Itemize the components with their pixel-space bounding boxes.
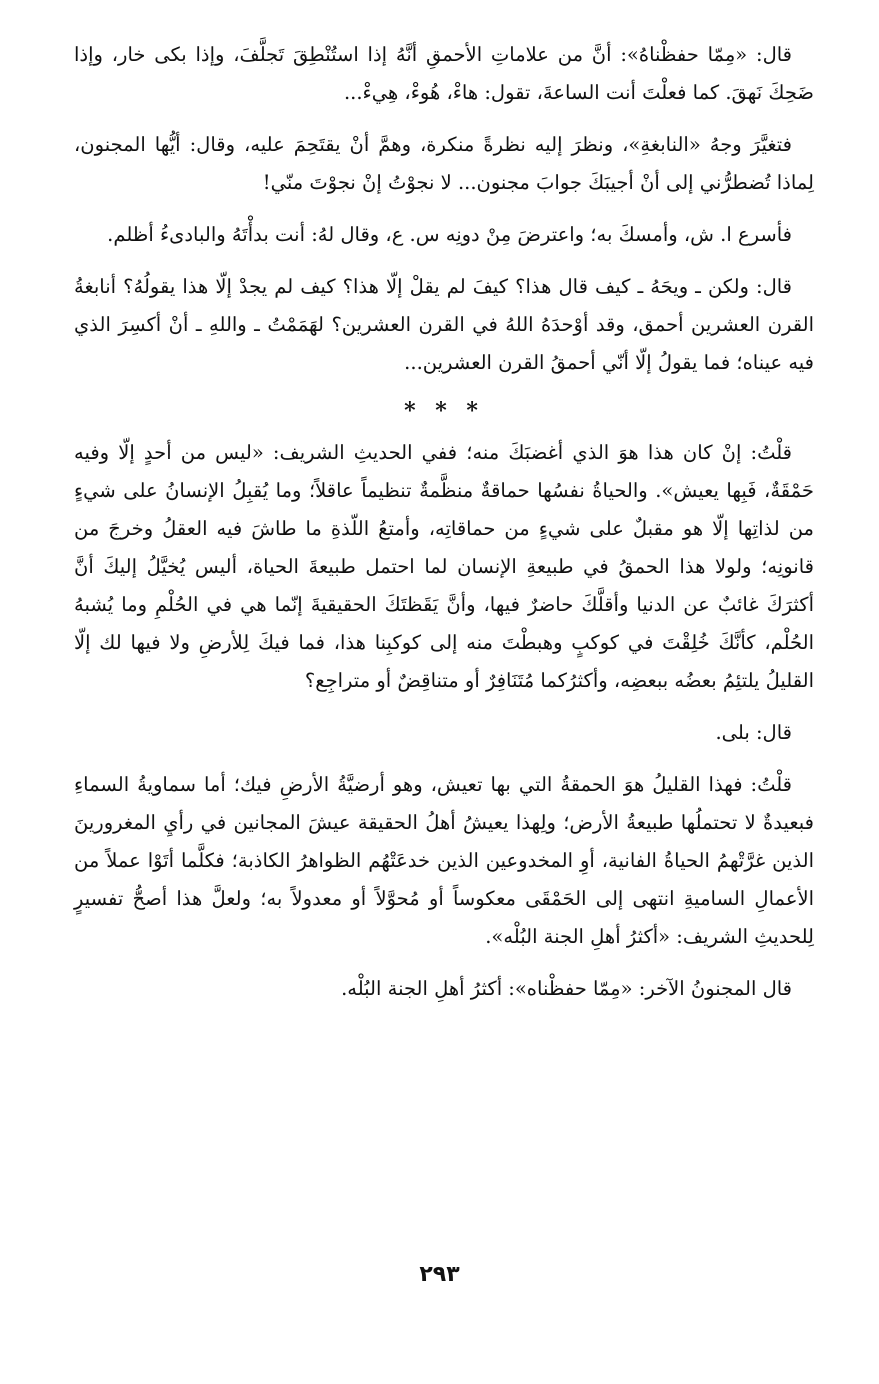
paragraph-6: قال: بلى. bbox=[715, 721, 792, 744]
paragraph-2: فتغيَّرَ وجهُ «النابغةِ»، ونظرَ إليه نظرةً منكرة، وهمَّ أنْ يقتَحِمَ عليه، وقال: أيُّها المجنون، لِماذا تُضطرُّني إلى أنْ أجيبَكَ جوابَ مجنون... لا نجوْتُ إنْ نجوْتَ منّي! bbox=[74, 133, 814, 194]
paragraph-8: قال المجنونُ الآخر: «مِمّا حفظْناه»: أكثرُ أهلِ الجنة البُلْه. bbox=[341, 977, 792, 1000]
paragraph-4: قال: ولكن ـ ويحَهُ ـ كيف قال هذا؟ كيفَ لم يقلْ إلّا هذا؟ كيف لم يجدْ إلّا هذا يقولُهُ؟ أنابغةُ القرن العشرين أحمق، وقد أوْحدَهُ اللهُ في القرن العشرين؟ لهَمَمْتُ ـ واللهِ ـ أنْ أكسِرَ الذي فيه عيناه؛ فما يقولُ إلّا أنّي أحمقُ القرن العشرين... bbox=[74, 275, 814, 374]
page-number: ٢٩٣ bbox=[419, 1262, 460, 1287]
paragraph-1: قال: «مِمّا حفظْناهُ»: أنَّ من علاماتِ الأحمقِ أنَّهُ إذا استُنْطِقَ تَجلَّفَ، وإذا بكى خار، وإذا ضَحِكَ نَهقَ. كما فعلْتَ أنت الساعةَ، تقول: هاءْ، هُوءْ، هِيءْ... bbox=[74, 43, 814, 104]
paragraph-5: قلْتُ: إنْ كان هذا هوَ الذي أغضبَكَ منه؛ ففي الحديثِ الشريف: «ليس من أحدٍ إلّا وفيه حَمْقَةٌ، فَبِها يعيش». والحياةُ نفسُها حماقةٌ منظَّمةٌ تنظيماً عاقلاً؛ وما يُقبِلُ الإنسانُ على شيءٍ من لذاتِها إلّا هو مقبلٌ على شيءٍ من حماقاتِه، وأمتعُ اللّذةِ ما طاشَ فيه العقلُ وخرجَ من قانونِه؛ ولولا هذا الحمقُ في طبيعةِ الإنسان لما احتمل طبيعةَ الحياة، أليس يُخيَّلُ إليكَ أنَّ أكثرَكَ غائبٌ عن الدنيا وأقلَّكَ حاضرٌ فيها، وأنَّ يَقَظتَكَ الحقيقيةَ إنّما هي في الحُلْمِ وما يُشبهُ الحُلْم، كأنَّكَ خُلِقْتَ في كوكبٍ وهبطْتَ منه إلى كوكبِنا هذا، فما فيكَ لِلأرضِ ولا فيها لك إلّا القليلُ يلتئِمُ بعضُه ببعضِه، وأكثرُكما مُتَنَافِرٌ أو متناقِضٌ أو متراجِع؟ bbox=[74, 441, 814, 692]
paragraph-3: فأسرع ا. ش، وأمسكَ به؛ واعترضَ مِنْ دونِه س. ع، وقال لهُ: أنت بدأْتَهُ والبادىءُ أظلم. bbox=[107, 223, 792, 246]
page-body bbox=[74, 36, 814, 1022]
paragraph-7: قلْتُ: فهذا القليلُ هوَ الحمقةُ التي بها تعيش، وهو أرضيَّةُ الأرضِ فيك؛ أما سماويةُ السماءِ فبعيدةٌ لا تحتملُها طبيعةُ الأرض؛ ولِهذا يعيشُ أهلُ الحقيقة عيشَ المجانين في رأيِ المغرورينَ الذين غرَّتْهمُ الحياةُ الفانية، أوِ المخدوعين الذين خدعَتْهُم الظواهرُ الكاذبة؛ فكلَّما أتَوْا عملاً من الأعمالِ الساميةِ انتهى إلى الحَمْقَى معكوساً أو مُحوَّلاً أو معدولاً به؛ ولعلَّ هذا أصحُّ تفسيرٍ لِلحديثِ الشريف: «أكثرُ أهلِ الجنة البُلْه». bbox=[74, 773, 814, 948]
section-separator: * * * bbox=[404, 398, 484, 424]
